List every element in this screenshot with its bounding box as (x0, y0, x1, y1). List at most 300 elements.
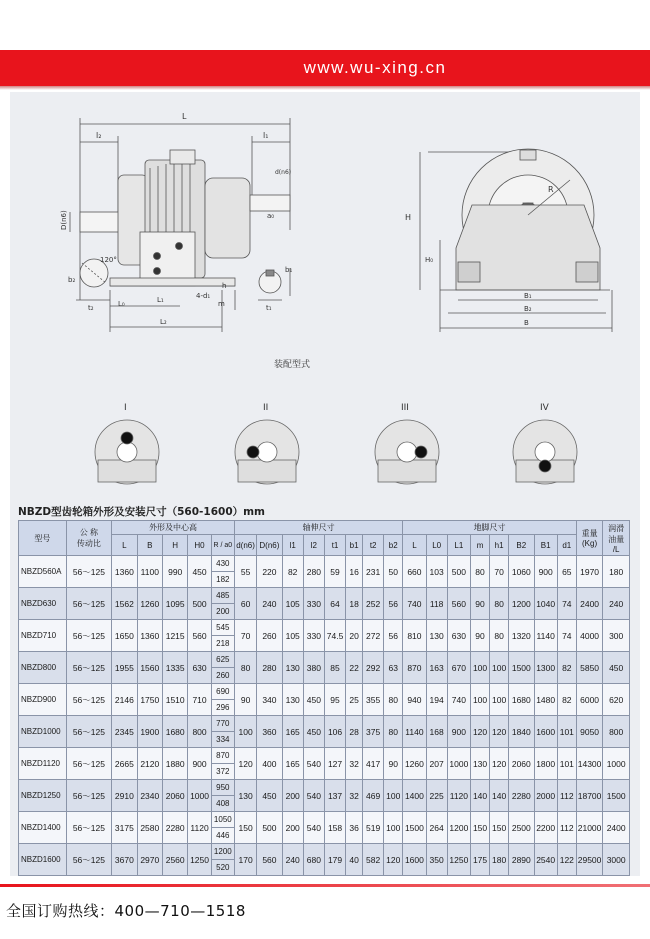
cell-h1: 80 (490, 620, 509, 652)
cell-l2: 380 (303, 652, 324, 684)
cell-H: 2060 (162, 780, 187, 812)
th-sub: b2 (384, 535, 403, 556)
cell-weight: 21000 (576, 812, 602, 844)
cell-b2: 80 (384, 684, 403, 716)
cell-d: 70 (234, 620, 256, 652)
cell-H0: 630 (188, 652, 211, 684)
label-H0: H₀ (425, 256, 434, 264)
cell-ratio: 56～125 (66, 652, 112, 684)
cell-a0: 446 (211, 828, 234, 844)
label-120: 120° (100, 256, 117, 264)
cell-l1: 82 (282, 556, 303, 588)
table-row (19, 780, 630, 796)
cell-t2: 355 (363, 684, 384, 716)
cell-B: 1560 (137, 652, 162, 684)
cell-d1: 101 (557, 748, 576, 780)
cell-B2: 1060 (509, 556, 534, 588)
cell-R: 430 (211, 556, 234, 572)
cell-model: NBZD560A (19, 556, 67, 588)
th-sub: D(n6) (257, 535, 282, 556)
cell-B: 1750 (137, 684, 162, 716)
cell-oil: 620 (603, 684, 630, 716)
cell-weight: 29500 (576, 844, 602, 876)
th-sub: l2 (303, 535, 324, 556)
cell-model: NBZD1400 (19, 812, 67, 844)
cell-B1: 1800 (534, 748, 557, 780)
cell-B: 2580 (137, 812, 162, 844)
cell-a0: 520 (211, 860, 234, 876)
cell-fL: 660 (403, 556, 426, 588)
cell-model: NBZD710 (19, 620, 67, 652)
cell-R: 950 (211, 780, 234, 796)
cell-B: 1900 (137, 716, 162, 748)
cell-B1: 2200 (534, 812, 557, 844)
cell-H0: 900 (188, 748, 211, 780)
label-L1: L₁ (157, 296, 164, 304)
cell-L0: 207 (426, 748, 447, 780)
cell-L0: 163 (426, 652, 447, 684)
cell-B: 1260 (137, 588, 162, 620)
cell-h1: 180 (490, 844, 509, 876)
cell-ratio: 56～125 (66, 588, 112, 620)
dimension-table (18, 520, 630, 876)
cell-B: 1360 (137, 620, 162, 652)
cell-oil: 240 (603, 588, 630, 620)
cell-weight: 9050 (576, 716, 602, 748)
label-h: h (222, 282, 227, 290)
cell-m: 100 (471, 684, 490, 716)
cell-R: 690 (211, 684, 234, 700)
label-L2: L₂ (160, 318, 167, 326)
cell-d1: 74 (557, 588, 576, 620)
cell-D: 560 (257, 844, 282, 876)
cell-L: 1955 (112, 652, 137, 684)
cell-b2: 80 (384, 716, 403, 748)
th-sub: d1 (557, 535, 576, 556)
cell-B1: 1480 (534, 684, 557, 716)
cell-fL: 1140 (403, 716, 426, 748)
th-foot: 地脚尺寸 (403, 521, 577, 535)
cell-t2: 375 (363, 716, 384, 748)
cell-weight: 18700 (576, 780, 602, 812)
cell-t1: 158 (324, 812, 345, 844)
label-B2: B₂ (524, 305, 532, 313)
th-sub: L (403, 535, 426, 556)
th-sub: L1 (447, 535, 470, 556)
cell-ratio: 56～125 (66, 780, 112, 812)
cell-m: 175 (471, 844, 490, 876)
cell-b1: 32 (346, 780, 363, 812)
cell-l2: 540 (303, 812, 324, 844)
cell-a0: 260 (211, 668, 234, 684)
th-sub: B2 (509, 535, 534, 556)
cell-L: 2665 (112, 748, 137, 780)
label-l1: l₁ (263, 131, 269, 140)
label-l2: l₂ (96, 131, 102, 140)
cell-b1: 36 (346, 812, 363, 844)
table-row (19, 588, 630, 604)
th-sub: m (471, 535, 490, 556)
cell-oil: 1000 (603, 748, 630, 780)
cell-t2: 231 (363, 556, 384, 588)
cell-ratio: 56～125 (66, 748, 112, 780)
cell-H: 1680 (162, 716, 187, 748)
cell-d: 170 (234, 844, 256, 876)
cell-b1: 25 (346, 684, 363, 716)
cell-l1: 130 (282, 652, 303, 684)
cell-d1: 82 (557, 684, 576, 716)
cell-B2: 1500 (509, 652, 534, 684)
mount-label-I: I (124, 403, 127, 413)
th-ratio: 公 称 传动比 (66, 521, 112, 556)
th-shaft: 轴伸尺寸 (234, 521, 402, 535)
cell-h1: 120 (490, 748, 509, 780)
table-row (19, 716, 630, 732)
label-b2: b₂ (68, 276, 76, 284)
cell-oil: 2400 (603, 812, 630, 844)
th-sub: d(n6) (234, 535, 256, 556)
cell-b2: 63 (384, 652, 403, 684)
cell-oil: 3000 (603, 844, 630, 876)
cell-weight: 2400 (576, 588, 602, 620)
cell-t1: 127 (324, 748, 345, 780)
cell-t1: 59 (324, 556, 345, 588)
cell-t2: 272 (363, 620, 384, 652)
cell-model: NBZD1250 (19, 780, 67, 812)
cell-D: 240 (257, 588, 282, 620)
cell-d1: 112 (557, 780, 576, 812)
cell-h1: 80 (490, 588, 509, 620)
cell-m: 120 (471, 716, 490, 748)
cell-h1: 140 (490, 780, 509, 812)
cell-L1: 630 (447, 620, 470, 652)
cell-l1: 130 (282, 684, 303, 716)
cell-L1: 560 (447, 588, 470, 620)
cell-d: 130 (234, 780, 256, 812)
cell-d1: 65 (557, 556, 576, 588)
table-row (19, 652, 630, 668)
cell-t2: 417 (363, 748, 384, 780)
cell-t1: 95 (324, 684, 345, 716)
cell-L0: 130 (426, 620, 447, 652)
order-hotline[interactable]: 全国订购热线：400—710—1518 (6, 902, 246, 920)
cell-d: 120 (234, 748, 256, 780)
cell-H0: 450 (188, 556, 211, 588)
cell-B1: 1300 (534, 652, 557, 684)
cell-b2: 56 (384, 588, 403, 620)
cell-L1: 1250 (447, 844, 470, 876)
cell-d1: 122 (557, 844, 576, 876)
cell-b1: 40 (346, 844, 363, 876)
cell-d1: 112 (557, 812, 576, 844)
cell-L0: 225 (426, 780, 447, 812)
cell-R: 625 (211, 652, 234, 668)
cell-fL: 810 (403, 620, 426, 652)
th-sub: H0 (188, 535, 211, 556)
cell-weight: 1970 (576, 556, 602, 588)
mount-type-II (235, 420, 299, 484)
cell-l2: 330 (303, 588, 324, 620)
cell-B: 2340 (137, 780, 162, 812)
cell-fL: 740 (403, 588, 426, 620)
cell-L: 1650 (112, 620, 137, 652)
foot-plate (110, 278, 235, 286)
table-row (19, 620, 630, 636)
cell-L: 2146 (112, 684, 137, 716)
th-sub: B1 (534, 535, 557, 556)
cell-L1: 1120 (447, 780, 470, 812)
cell-H: 990 (162, 556, 187, 588)
input-shaft (80, 212, 120, 232)
cell-t2: 519 (363, 812, 384, 844)
cell-m: 90 (471, 620, 490, 652)
cell-B2: 1680 (509, 684, 534, 716)
cell-oil: 300 (603, 620, 630, 652)
cell-H0: 1250 (188, 844, 211, 876)
cell-d: 150 (234, 812, 256, 844)
cell-ratio: 56～125 (66, 620, 112, 652)
cell-l1: 200 (282, 812, 303, 844)
cell-L: 1360 (112, 556, 137, 588)
cell-l1: 165 (282, 748, 303, 780)
cell-model: NBZD630 (19, 588, 67, 620)
cell-m: 130 (471, 748, 490, 780)
cell-t1: 106 (324, 716, 345, 748)
cell-D: 360 (257, 716, 282, 748)
cell-R: 770 (211, 716, 234, 732)
cell-B1: 2000 (534, 780, 557, 812)
cell-l2: 540 (303, 780, 324, 812)
cell-H0: 500 (188, 588, 211, 620)
cell-b1: 32 (346, 748, 363, 780)
cell-H: 1095 (162, 588, 187, 620)
cell-model: NBZD1600 (19, 844, 67, 876)
cell-h1: 120 (490, 716, 509, 748)
cell-a0: 334 (211, 732, 234, 748)
cell-fL: 1400 (403, 780, 426, 812)
label-b1: b₁ (285, 266, 293, 274)
cell-fL: 940 (403, 684, 426, 716)
cell-a0: 296 (211, 700, 234, 716)
label-B1: B₁ (524, 292, 532, 300)
cell-model: NBZD1120 (19, 748, 67, 780)
th-sub: t2 (363, 535, 384, 556)
th-sub: L (112, 535, 137, 556)
cell-l2: 540 (303, 748, 324, 780)
cell-l1: 165 (282, 716, 303, 748)
cell-d: 100 (234, 716, 256, 748)
cell-d1: 74 (557, 620, 576, 652)
cell-L1: 500 (447, 556, 470, 588)
cell-l2: 450 (303, 716, 324, 748)
cell-L1: 900 (447, 716, 470, 748)
cell-B: 1100 (137, 556, 162, 588)
label-B: B (524, 319, 529, 327)
mount-label-III: III (401, 403, 409, 413)
label-L: L (182, 112, 187, 121)
cell-b1: 20 (346, 620, 363, 652)
cell-a0: 182 (211, 572, 234, 588)
cell-L1: 1200 (447, 812, 470, 844)
cell-B1: 1140 (534, 620, 557, 652)
cell-H: 1335 (162, 652, 187, 684)
cell-model: NBZD900 (19, 684, 67, 716)
cell-L0: 194 (426, 684, 447, 716)
cell-t2: 292 (363, 652, 384, 684)
cell-t2: 469 (363, 780, 384, 812)
th-sub: R / a0 (211, 535, 234, 556)
cell-d: 60 (234, 588, 256, 620)
cell-L: 1562 (112, 588, 137, 620)
cell-m: 140 (471, 780, 490, 812)
label-D: D(n6) (60, 210, 68, 230)
label-H: H (405, 213, 412, 222)
cell-L0: 350 (426, 844, 447, 876)
cell-L0: 118 (426, 588, 447, 620)
label-R: R (548, 185, 554, 194)
label-a0: a₀ (267, 212, 275, 220)
cell-L: 3175 (112, 812, 137, 844)
label-L0: L₀ (118, 300, 125, 308)
cell-B2: 1320 (509, 620, 534, 652)
cell-H: 1215 (162, 620, 187, 652)
cell-b1: 16 (346, 556, 363, 588)
cell-oil: 180 (603, 556, 630, 588)
cell-ratio: 56～125 (66, 684, 112, 716)
cell-L0: 168 (426, 716, 447, 748)
mount-type-IV (513, 420, 577, 484)
cell-oil: 1500 (603, 780, 630, 812)
cell-weight: 14300 (576, 748, 602, 780)
cell-D: 400 (257, 748, 282, 780)
cell-b2: 90 (384, 748, 403, 780)
cell-t2: 582 (363, 844, 384, 876)
cell-D: 220 (257, 556, 282, 588)
label-d: d(n6) (275, 169, 292, 176)
site-url[interactable]: www.wu-xing.cn (303, 58, 447, 77)
th-oil: 润滑 油量 /L (603, 521, 630, 556)
cell-B1: 900 (534, 556, 557, 588)
cell-H: 1880 (162, 748, 187, 780)
cell-d1: 82 (557, 652, 576, 684)
cell-R: 870 (211, 748, 234, 764)
mount-label-IV: IV (540, 403, 549, 413)
cell-l2: 330 (303, 620, 324, 652)
cell-L: 3670 (112, 844, 137, 876)
cell-H: 2280 (162, 812, 187, 844)
th-sub: t1 (324, 535, 345, 556)
cell-R: 545 (211, 620, 234, 636)
cell-b1: 22 (346, 652, 363, 684)
assembly-caption: 装配型式 (274, 360, 311, 370)
mount-type-figures (95, 420, 577, 484)
cell-fL: 1500 (403, 812, 426, 844)
th-sub: L0 (426, 535, 447, 556)
cell-a0: 408 (211, 796, 234, 812)
cell-H0: 560 (188, 620, 211, 652)
th-sub: b1 (346, 535, 363, 556)
cell-D: 450 (257, 780, 282, 812)
cell-fL: 870 (403, 652, 426, 684)
cell-b2: 100 (384, 812, 403, 844)
cell-D: 340 (257, 684, 282, 716)
cell-B2: 2280 (509, 780, 534, 812)
cell-H0: 800 (188, 716, 211, 748)
label-4d1: 4-d₁ (196, 292, 211, 300)
cell-L0: 264 (426, 812, 447, 844)
front-view (420, 149, 612, 332)
cell-l1: 200 (282, 780, 303, 812)
cell-b2: 100 (384, 780, 403, 812)
cell-h1: 150 (490, 812, 509, 844)
cell-m: 80 (471, 556, 490, 588)
table-row (19, 812, 630, 828)
cell-L0: 103 (426, 556, 447, 588)
cell-ratio: 56～125 (66, 556, 112, 588)
cell-b2: 120 (384, 844, 403, 876)
cell-H: 2560 (162, 844, 187, 876)
cell-L1: 670 (447, 652, 470, 684)
cell-m: 150 (471, 812, 490, 844)
cell-H0: 1000 (188, 780, 211, 812)
cell-l1: 105 (282, 620, 303, 652)
cell-B: 2120 (137, 748, 162, 780)
table-row (19, 556, 630, 572)
cell-fL: 1600 (403, 844, 426, 876)
cell-B1: 1040 (534, 588, 557, 620)
th-sub: H (162, 535, 187, 556)
cell-t1: 64 (324, 588, 345, 620)
cell-t1: 179 (324, 844, 345, 876)
table-title: NBZD型齿轮箱外形及安装尺寸（560-1600）mm (18, 506, 266, 518)
cell-ratio: 56～125 (66, 716, 112, 748)
th-sub: l1 (282, 535, 303, 556)
label-m: m (218, 300, 225, 308)
th-sub: B (137, 535, 162, 556)
th-outline: 外形及中心高 (112, 521, 235, 535)
cell-model: NBZD1000 (19, 716, 67, 748)
cell-B: 2970 (137, 844, 162, 876)
output-shaft (250, 195, 290, 211)
cell-a0: 372 (211, 764, 234, 780)
mount-type-I (95, 420, 159, 484)
cell-t1: 85 (324, 652, 345, 684)
cell-B2: 2060 (509, 748, 534, 780)
cell-h1: 70 (490, 556, 509, 588)
cell-t1: 137 (324, 780, 345, 812)
table-row (19, 684, 630, 700)
cell-d: 55 (234, 556, 256, 588)
hotline-bar (0, 884, 650, 887)
cell-l1: 105 (282, 588, 303, 620)
cell-model: NBZD800 (19, 652, 67, 684)
cell-weight: 6000 (576, 684, 602, 716)
cell-t2: 252 (363, 588, 384, 620)
body-right (205, 178, 250, 258)
cell-oil: 800 (603, 716, 630, 748)
cell-weight: 5850 (576, 652, 602, 684)
cell-m: 100 (471, 652, 490, 684)
cell-d1: 101 (557, 716, 576, 748)
table-row (19, 748, 630, 764)
cell-H0: 1120 (188, 812, 211, 844)
table-row (19, 844, 630, 860)
th-sub: h1 (490, 535, 509, 556)
cell-l2: 280 (303, 556, 324, 588)
cell-H0: 710 (188, 684, 211, 716)
cell-B2: 2890 (509, 844, 534, 876)
cell-B2: 1840 (509, 716, 534, 748)
